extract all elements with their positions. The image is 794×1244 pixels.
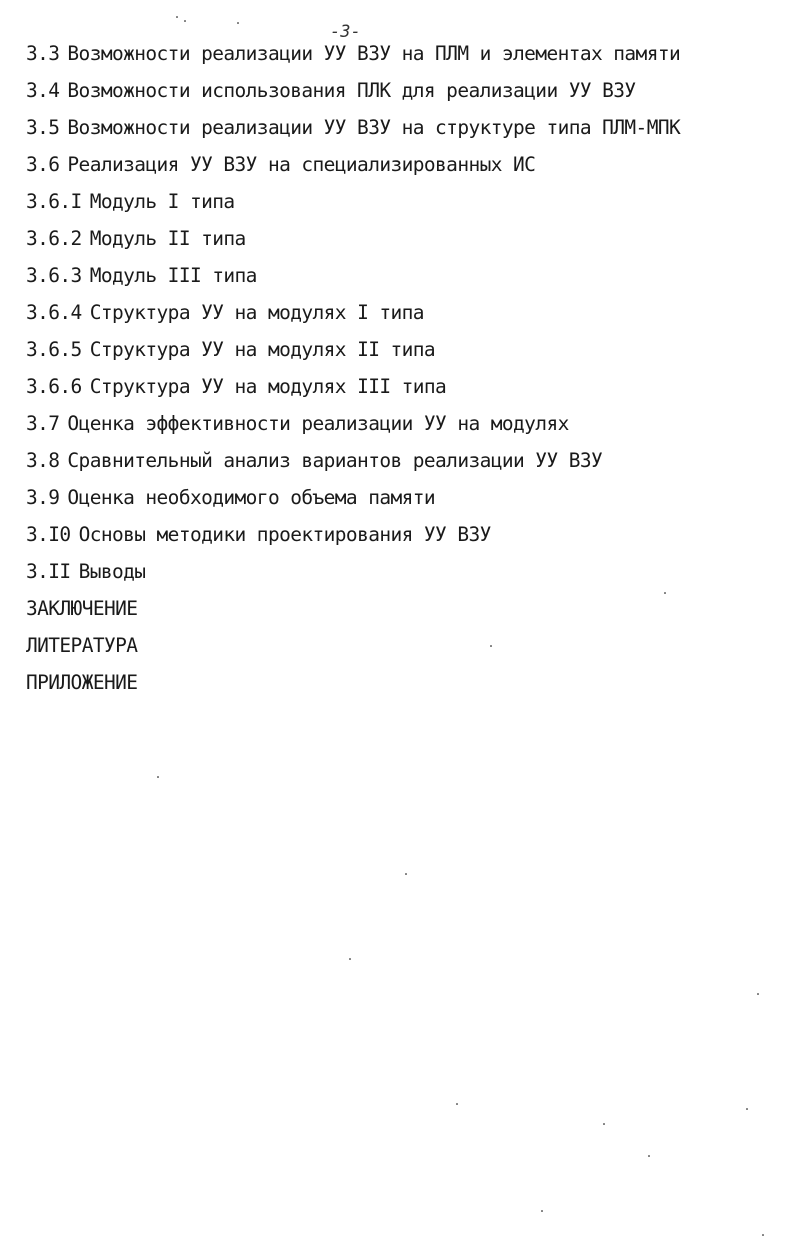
scan-speck <box>490 645 492 647</box>
toc-entry-3-6-4 <box>26 299 680 336</box>
toc-entry-3-6-5 <box>26 336 680 373</box>
toc-entry-title: Структура УУ на модулях II типа <box>89 338 436 361</box>
scan-speck <box>184 20 186 22</box>
toc-entry-3-5 <box>26 114 680 151</box>
scan-speck <box>349 958 351 960</box>
toc-entry-3-8 <box>26 447 680 484</box>
toc-entry-number: 3.6.5 <box>26 338 82 361</box>
toc-entry-number: 3.6.2 <box>26 227 82 250</box>
scan-speck <box>405 873 407 875</box>
toc-entry-3-6-2 <box>26 225 680 262</box>
toc-entry-number: 3.8 <box>26 449 60 472</box>
toc-entry-title: Выводы <box>78 560 146 583</box>
toc-entry-title: Основы методики проектирования УУ ВЗУ <box>78 523 491 546</box>
scan-speck <box>157 776 159 778</box>
scan-speck <box>456 1103 458 1105</box>
toc-entry-3-10 <box>26 521 680 558</box>
scan-speck <box>541 1210 543 1212</box>
scan-speck <box>664 592 666 594</box>
toc-entry-number: 3.6.4 <box>26 301 82 324</box>
toc-entry-3-6 <box>26 151 680 188</box>
toc-entry-title: ПРИЛОЖЕНИЕ <box>26 671 138 694</box>
toc-entry-number: 3.6.3 <box>26 264 82 287</box>
toc-entry-number: 3.5 <box>26 116 60 139</box>
toc-entry-number: 3.4 <box>26 79 60 102</box>
toc-entry-title: Оценка необходимого объема памяти <box>67 486 436 509</box>
toc-entry-conclusion <box>26 595 680 632</box>
toc-entry-appendix <box>26 669 680 706</box>
scan-speck <box>603 1123 605 1125</box>
toc-entry-number: 3.6.I <box>26 190 82 213</box>
scan-speck <box>648 1155 650 1157</box>
toc-entry-number: 3.6 <box>26 153 60 176</box>
toc-entry-title: Оценка эффективности реализации УУ на модулях <box>67 412 569 435</box>
toc-entry-number: 3.I0 <box>26 523 71 546</box>
toc-entry-3-3 <box>26 40 680 77</box>
toc-entry-title: Модуль III типа <box>89 264 257 287</box>
toc-entry-title: ЛИТЕРАТУРА <box>26 634 138 657</box>
toc-entry-3-6-6 <box>26 373 680 410</box>
toc-entry-title: Сравнительный анализ вариантов реализации УУ ВЗУ <box>67 449 603 472</box>
toc-entry-title: Возможности использования ПЛК для реализации УУ ВЗУ <box>67 79 636 102</box>
toc-entry-title: Модуль I типа <box>89 190 235 213</box>
toc-entry-title: Возможности реализации УУ ВЗУ на ПЛМ и элементах памяти <box>67 42 681 65</box>
toc-entry-title: Модуль II типа <box>89 227 246 250</box>
toc-entry-title: Структура УУ на модулях III типа <box>89 375 447 398</box>
toc-entry-title: Возможности реализации УУ ВЗУ на структуре типа ПЛМ-МПК <box>67 116 681 139</box>
toc-entry-title: Структура УУ на модулях I типа <box>89 301 424 324</box>
toc-entry-number: 3.3 <box>26 42 60 65</box>
scan-speck <box>237 22 239 24</box>
toc-entry-3-9 <box>26 484 680 521</box>
toc-entry-3-7 <box>26 410 680 447</box>
scan-speck <box>176 16 178 18</box>
toc-entry-title: Реализация УУ ВЗУ на специализированных ИС <box>67 153 536 176</box>
toc-entry-3-11 <box>26 558 680 595</box>
toc-entry-number: 3.6.6 <box>26 375 82 398</box>
toc-entry-number: 3.II <box>26 560 71 583</box>
toc-entry-number: 3.9 <box>26 486 60 509</box>
toc-entry-number: 3.7 <box>26 412 60 435</box>
scan-speck <box>757 993 759 995</box>
table-of-contents <box>26 40 680 706</box>
page-number: -3- <box>330 22 361 42</box>
toc-entry-literature <box>26 632 680 669</box>
scan-speck <box>746 1108 748 1110</box>
toc-entry-title: ЗАКЛЮЧЕНИЕ <box>26 597 138 620</box>
toc-entry-3-6-1 <box>26 188 680 225</box>
toc-entry-3-4 <box>26 77 680 114</box>
scan-speck <box>762 1234 764 1236</box>
toc-entry-3-6-3 <box>26 262 680 299</box>
